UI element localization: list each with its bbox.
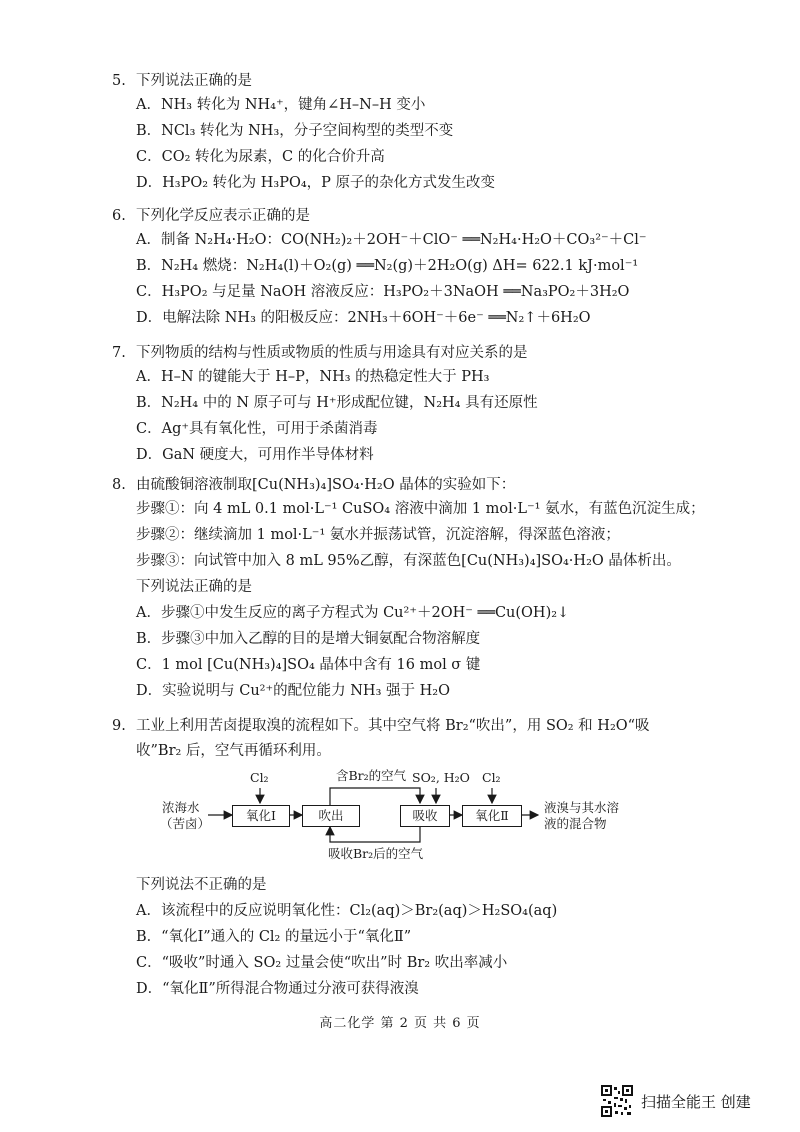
option-c: C．Ag⁺具有氧化性，可用于杀菌消毒 bbox=[136, 421, 378, 437]
question-prompt: 下列说法正确的是 bbox=[136, 579, 252, 595]
label-so2-h2o: SO₂, H₂O bbox=[412, 770, 470, 785]
option-b: B．步骤③中加入乙醇的目的是增大铜氨配合物溶解度 bbox=[136, 631, 481, 647]
option-b: B．“氧化Ⅰ”通入的 Cl₂ 的量远小于“氧化Ⅱ” bbox=[136, 929, 412, 945]
option-c: C．CO₂ 转化为尿素，C 的化合价升高 bbox=[136, 149, 385, 165]
option-c: C．1 mol [Cu(NH₃)₄]SO₄ 晶体中含有 16 mol σ 键 bbox=[136, 657, 481, 673]
box-absorb: 吸收 bbox=[400, 805, 450, 827]
option-a: A．H–N 的键能大于 H–P，NH₃ 的热稳定性大于 PH₃ bbox=[136, 369, 490, 385]
question-stem: 下列物质的结构与性质或物质的性质与用途具有对应关系的是 bbox=[136, 345, 528, 361]
option-b: B．NCl₃ 转化为 NH₃，分子空间构型的类型不变 bbox=[136, 123, 454, 139]
question-number: 5. bbox=[112, 73, 126, 89]
label-air-after: 吸收Br₂后的空气 bbox=[328, 846, 424, 861]
option-a: A．该流程中的反应说明氧化性：Cl₂(aq)＞Br₂(aq)＞H₂SO₄(aq) bbox=[136, 903, 558, 919]
question-stem: 下列化学反应表示正确的是 bbox=[136, 208, 310, 224]
option-b: B．N₂H₄ 燃烧：N₂H₄(l)＋O₂(g) ══N₂(g)＋2H₂O(g) ΔH= 622.1 kJ·mol⁻¹ bbox=[136, 258, 639, 274]
option-c: C．“吸收”时通入 SO₂ 过量会使“吹出”时 Br₂ 吹出率减小 bbox=[136, 955, 508, 971]
scanner-stamp bbox=[601, 1084, 751, 1118]
option-d: D．“氧化Ⅱ”所得混合物通过分液可获得液溴 bbox=[136, 981, 419, 997]
box-oxidation-2: 氧化Ⅱ bbox=[462, 805, 522, 827]
step-2: 步骤②：继续滴加 1 mol·L⁻¹ 氨水并振荡试管，沉淀溶解，得深蓝色溶液； bbox=[136, 527, 620, 543]
question-7 bbox=[112, 342, 692, 468]
flow-diagram bbox=[160, 768, 660, 868]
page-footer: 高二化学 第 2 页 共 6 页 bbox=[319, 1016, 481, 1031]
question-number: 7. bbox=[112, 345, 126, 361]
question-stem: 下列说法正确的是 bbox=[136, 73, 252, 89]
question-8 bbox=[112, 474, 705, 704]
question-stem-line-2: 收”Br₂ 后，空气再循环利用。 bbox=[136, 743, 331, 759]
output-label-1: 液溴与其水溶 bbox=[544, 800, 620, 815]
question-prompt: 下列说法不正确的是 bbox=[136, 877, 267, 893]
question-stem: 由硫酸铜溶液制取[Cu(NH₃)₄]SO₄·H₂O 晶体的实验如下： bbox=[136, 477, 516, 493]
question-6 bbox=[112, 205, 692, 331]
question-number: 6. bbox=[112, 208, 126, 224]
output-label-2: 液的混合物 bbox=[544, 816, 607, 831]
option-a: A．制备 N₂H₄·H₂O：CO(NH₂)₂＋2OH⁻＋ClO⁻ ══N₂H₄·H₂O＋CO₃²⁻＋Cl⁻ bbox=[136, 232, 647, 248]
arrow-air-return bbox=[330, 825, 420, 842]
qr-code-icon bbox=[601, 1085, 633, 1117]
box-blow-out: 吹出 bbox=[302, 805, 360, 827]
option-a: A．步骤①中发生反应的离子方程式为 Cu²⁺＋2OH⁻ ══Cu(OH)₂↓ bbox=[136, 605, 570, 621]
question-number: 9. bbox=[112, 718, 126, 734]
question-number: 8. bbox=[112, 477, 126, 493]
input-label-2: （苦卤） bbox=[160, 816, 211, 831]
option-d: D．电解法除 NH₃ 的阳极反应：2NH₃＋6OH⁻＋6e⁻ ══N₂↑＋6H₂O bbox=[136, 310, 591, 326]
step-3: 步骤③：向试管中加入 8 mL 95%乙醇，有深蓝色[Cu(NH₃)₄]SO₄·H₂O 晶体析出。 bbox=[136, 553, 681, 569]
option-a: A．NH₃ 转化为 NH₄⁺，键角∠H–N–H 变小 bbox=[136, 97, 426, 113]
label-air-br2: 含Br₂的空气 bbox=[336, 768, 407, 783]
label-cl2-b: Cl₂ bbox=[482, 770, 501, 785]
label-cl2-a: Cl₂ bbox=[250, 770, 269, 785]
option-d: D．实验说明与 Cu²⁺的配位能力 NH₃ 强于 H₂O bbox=[136, 683, 450, 699]
question-5 bbox=[112, 70, 692, 196]
arrow-air-br2 bbox=[330, 788, 420, 805]
scanner-stamp-text: 扫描全能王 创建 bbox=[641, 1092, 751, 1111]
question-9 bbox=[112, 715, 692, 765]
question-9-options bbox=[112, 872, 692, 1002]
question-stem-line-1: 工业上利用苦卤提取溴的流程如下。其中空气将 Br₂“吹出”，用 SO₂ 和 H₂O“吸 bbox=[136, 718, 650, 734]
option-d: D．H₃PO₂ 转化为 H₃PO₄，P 原子的杂化方式发生改变 bbox=[136, 175, 496, 191]
box-oxidation-1: 氧化Ⅰ bbox=[232, 805, 290, 827]
option-b: B．N₂H₄ 中的 N 原子可与 H⁺形成配位键，N₂H₄ 具有还原性 bbox=[136, 395, 538, 411]
option-c: C．H₃PO₂ 与足量 NaOH 溶液反应：H₃PO₂＋3NaOH ══Na₃PO₂＋3H₂O bbox=[136, 284, 630, 300]
step-1: 步骤①：向 4 mL 0.1 mol·L⁻¹ CuSO₄ 溶液中滴加 1 mol·L⁻¹ 氨水，有蓝色沉淀生成； bbox=[136, 501, 705, 517]
option-d: D．GaN 硬度大，可用作半导体材料 bbox=[136, 447, 374, 463]
input-label-1: 浓海水 bbox=[162, 800, 200, 815]
